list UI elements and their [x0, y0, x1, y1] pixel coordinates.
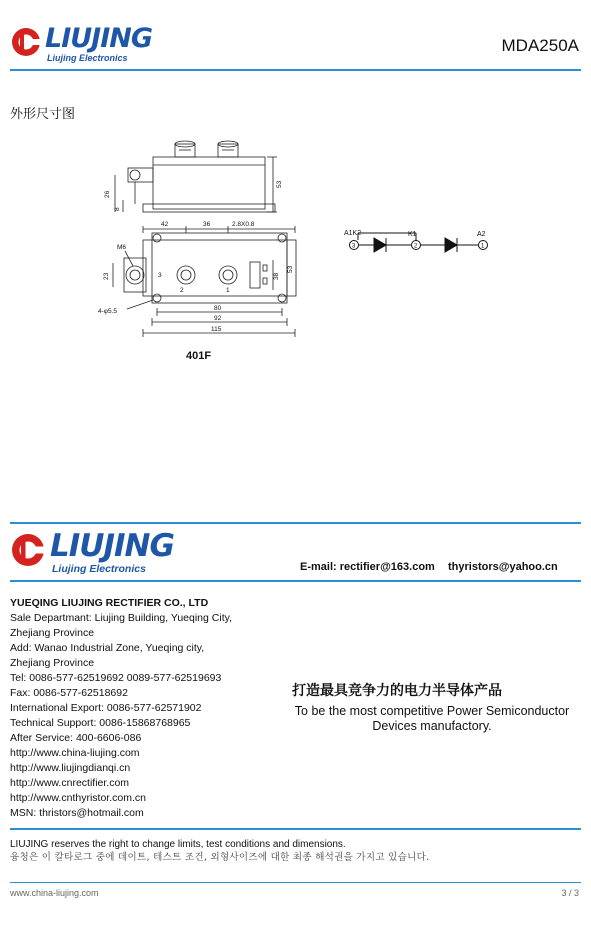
company-link[interactable]: http://www.liujingdianqi.cn — [10, 762, 131, 774]
company-line: International Export: 0086-577-62571902 — [10, 702, 202, 714]
section-title: 外形尺寸图 — [10, 106, 76, 121]
dim-23: 23 — [103, 272, 110, 280]
disclaimer-rule — [10, 828, 581, 830]
logo-subtitle: Liujing Electronics — [47, 53, 128, 63]
company-line: After Service: 400-6606-086 — [10, 732, 142, 744]
footer-logo-subtitle: Liujing Electronics — [52, 563, 146, 575]
company-line: Fax: 0086-577-62518692 — [10, 687, 128, 699]
logo-wordmark: LIUJING — [45, 23, 153, 54]
slogan-english-line2: Devices manufactory. — [372, 719, 492, 733]
node-2: 2 — [414, 243, 418, 250]
dim-115: 115 — [211, 326, 222, 333]
email-secondary[interactable]: thyristors@yahoo.cn — [448, 561, 558, 573]
contact-rule — [10, 580, 581, 582]
outline-drawing — [95, 130, 305, 345]
page-number: 3 / 3 — [561, 888, 579, 898]
footer-url[interactable]: www.china-liujing.com — [10, 888, 99, 898]
dim-m6: M6 — [117, 244, 127, 251]
pin-1: 1 — [226, 287, 230, 294]
slogan-english-line1: To be the most competitive Power Semiconductor — [294, 704, 570, 718]
company-name: YUEQING LIUJING RECTIFIER CO., LTD — [10, 597, 209, 609]
company-line: MSN: thristors@hotmail.com — [10, 807, 144, 819]
dim-36: 36 — [203, 221, 211, 228]
header-rule — [10, 69, 581, 71]
dim-tab: 2.8X0.8 — [232, 221, 255, 228]
company-line: Add: Wanao Industrial Zone, Yueqing city, — [10, 642, 205, 654]
company-line: Tel: 0086-577-62519692 0089-577-62519693 — [10, 672, 222, 684]
dim-holes: 4-φ5.5 — [98, 308, 118, 315]
dim-80: 80 — [214, 305, 222, 312]
slogan-chinese: 打造最具竞争力的电力半导体产品 — [292, 683, 502, 699]
header-logo — [10, 23, 153, 66]
footer-rule — [10, 882, 581, 883]
dim-53-side: 53 — [276, 180, 283, 188]
dim-38: 38 — [273, 272, 280, 280]
slogan-english — [282, 704, 582, 734]
disclaimer — [10, 838, 429, 864]
dim-42: 42 — [161, 221, 169, 228]
disclaimer-english: LIUJING reserves the right to change limits, test conditions and dimensions. — [10, 839, 346, 850]
middle-rule — [10, 522, 581, 524]
part-number: MDA250A — [501, 36, 579, 55]
footer-logo — [10, 528, 174, 576]
dim-26: 26 — [104, 190, 111, 198]
company-line: Zhejiang Province — [10, 627, 95, 639]
disclaimer-korean: 융청은 이 칼타로그 중에 데이트, 테스트 조건, 외형사이즈에 대한 최종 해석권을 가지고 있습니다. — [10, 852, 430, 863]
dim-92: 92 — [214, 315, 222, 322]
node-3: 3 — [352, 243, 356, 250]
company-link[interactable]: http://www.cnrectifier.com — [10, 777, 130, 789]
label-a2: A2 — [477, 231, 486, 238]
company-link[interactable]: http://www.cnthyristor.com.cn — [10, 792, 146, 804]
package-label: 401F — [186, 350, 212, 362]
company-link[interactable]: http://www.china-liujing.com — [10, 747, 140, 759]
email-primary[interactable]: E-mail: rectifier@163.com — [300, 561, 435, 573]
footer-logo-wordmark: LIUJING — [50, 528, 174, 564]
company-info — [10, 596, 232, 821]
pin-2: 2 — [180, 287, 184, 294]
node-1: 1 — [481, 243, 485, 250]
dim-53: 53 — [287, 265, 294, 273]
dim-8: 8 — [114, 207, 121, 211]
label-a1k2: A1K2 — [344, 230, 362, 237]
company-line: Zhejiang Province — [10, 657, 95, 669]
company-line: Technical Support: 0086-15868768965 — [10, 717, 191, 729]
label-k1: K1 — [408, 231, 417, 238]
pin-3: 3 — [158, 272, 162, 279]
company-line: Sale Departmant: Liujing Building, Yueqing City, — [10, 612, 232, 624]
circuit-schematic — [342, 225, 502, 265]
